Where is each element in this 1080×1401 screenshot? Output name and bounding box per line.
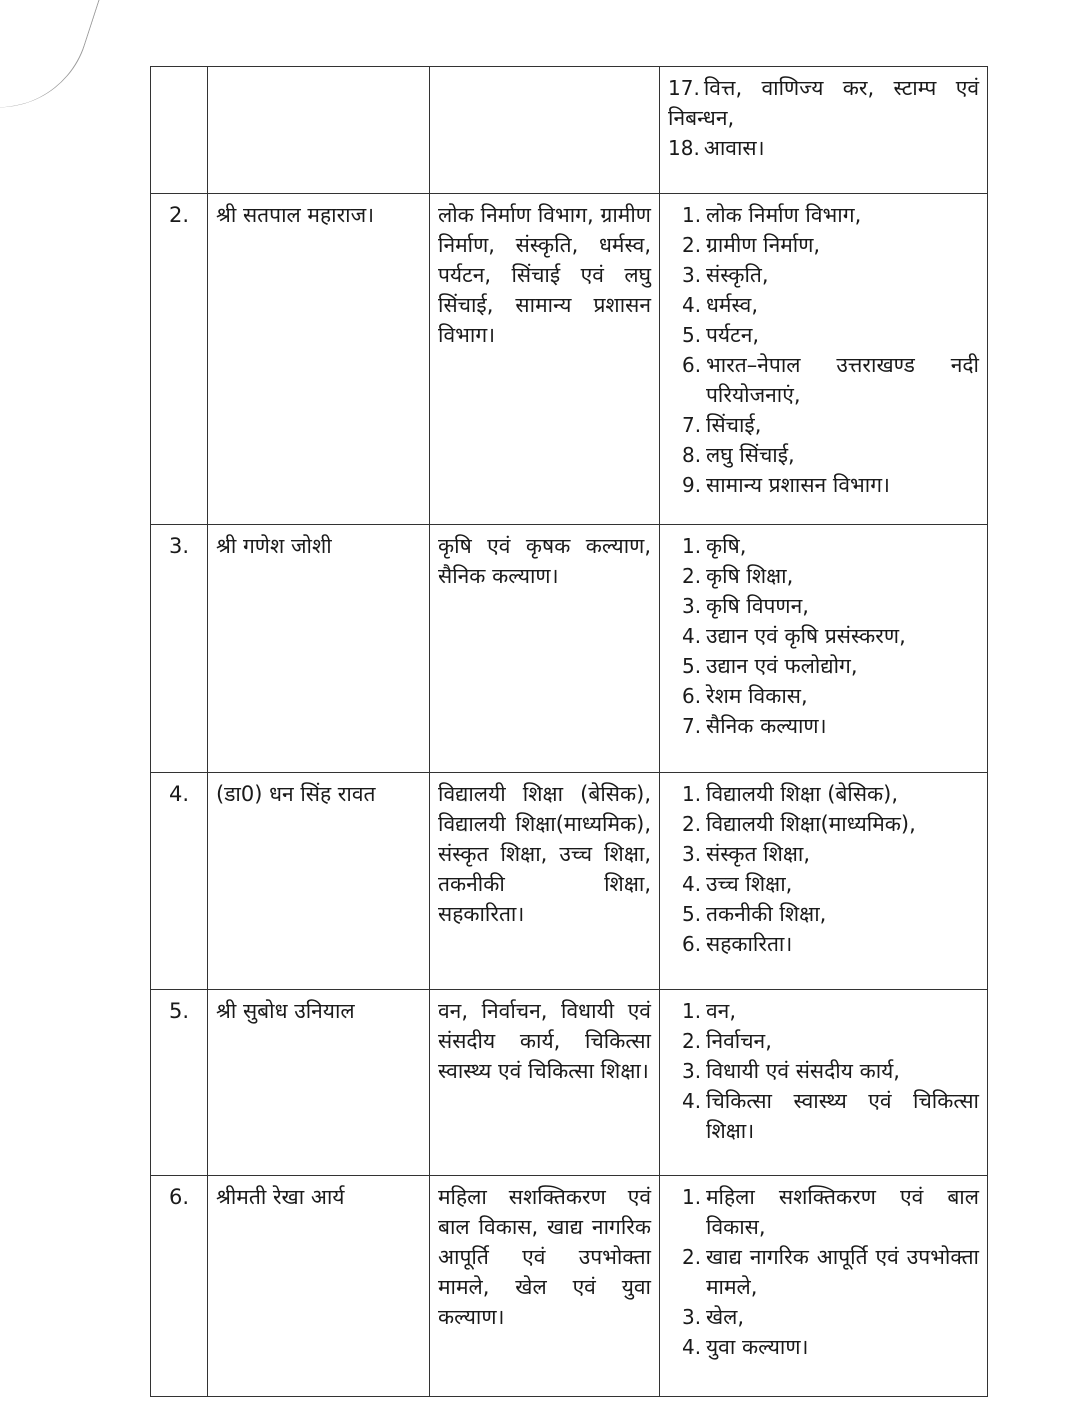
minister-name-cell <box>208 67 430 194</box>
item-number: 5. <box>682 902 702 926</box>
list-item <box>668 73 979 133</box>
item-number: 7. <box>682 714 702 738</box>
list-item <box>668 1182 979 1242</box>
item-text: धर्मस्व, <box>706 293 758 317</box>
item-text: वित्त, वाणिज्य कर, स्टाम्प एवं निबन्धन, <box>668 76 979 130</box>
item-text: कृषि विपणन, <box>706 594 809 618</box>
item-number: 3. <box>682 1305 702 1329</box>
serial-number-cell: 6. <box>151 1176 208 1397</box>
allocated-items-cell <box>660 773 988 990</box>
table-row <box>151 773 988 990</box>
item-text: निर्वाचन, <box>706 1029 772 1053</box>
item-number: 4. <box>682 872 702 896</box>
item-number: 3. <box>682 1059 702 1083</box>
item-number: 6. <box>682 353 702 377</box>
serial-number-cell: 5. <box>151 990 208 1176</box>
departments-cell: महिला सशक्तिकरण एवं बाल विकास, खाद्य नागरिक आपूर्ति एवं उपभोक्ता मामले, खेल एवं युवा कल्याण। <box>430 1176 660 1397</box>
item-number: 2. <box>682 233 702 257</box>
item-number: 18. <box>668 136 700 160</box>
item-text: रेशम विकास, <box>706 684 808 708</box>
item-number: 3. <box>682 263 702 287</box>
table-row <box>151 1176 988 1397</box>
item-list <box>668 531 979 741</box>
list-item <box>668 133 979 163</box>
list-item <box>668 410 979 440</box>
list-item <box>668 1026 979 1056</box>
item-text: संस्कृत शिक्षा, <box>706 842 811 866</box>
item-text: सिंचाई, <box>706 413 762 437</box>
item-text: विद्यालयी शिक्षा(माध्यमिक), <box>706 812 916 836</box>
list-item <box>668 929 979 959</box>
item-list <box>668 73 979 163</box>
list-item <box>668 779 979 809</box>
item-text: उद्यान एवं फलोद्योग, <box>706 654 858 678</box>
item-list <box>668 200 979 500</box>
item-number: 6. <box>682 932 702 956</box>
list-item <box>668 809 979 839</box>
item-number: 3. <box>682 842 702 866</box>
item-text: संस्कृति, <box>706 263 769 287</box>
serial-number-cell: 4. <box>151 773 208 990</box>
table-row <box>151 67 988 194</box>
departments-cell <box>430 67 660 194</box>
item-number: 1. <box>682 1185 702 1209</box>
minister-name-cell: श्री गणेश जोशी <box>208 525 430 773</box>
list-item <box>668 839 979 869</box>
list-item <box>668 350 979 410</box>
serial-number-cell <box>151 67 208 194</box>
minister-name-cell: श्री सुबोध उनियाल <box>208 990 430 1176</box>
list-item <box>668 1242 979 1302</box>
item-text: उच्च शिक्षा, <box>706 872 793 896</box>
list-item <box>668 531 979 561</box>
item-number: 5. <box>682 654 702 678</box>
item-number: 5. <box>682 323 702 347</box>
departments-cell: विद्यालयी शिक्षा (बेसिक), विद्यालयी शिक्षा(माध्यमिक), संस्कृत शिक्षा, उच्च शिक्षा, तकनीकी शिक्षा, सहकारिता। <box>430 773 660 990</box>
item-number: 17. <box>668 76 700 100</box>
list-item <box>668 1086 979 1146</box>
item-text: सामान्य प्रशासन विभाग। <box>706 473 890 497</box>
list-item <box>668 230 979 260</box>
allocated-items-cell <box>660 990 988 1176</box>
list-item <box>668 200 979 230</box>
item-number: 2. <box>682 1245 702 1269</box>
item-number: 2. <box>682 564 702 588</box>
item-text: ग्रामीण निर्माण, <box>706 233 821 257</box>
item-text: पर्यटन, <box>706 323 760 347</box>
serial-number-cell: 3. <box>151 525 208 773</box>
table-row <box>151 990 988 1176</box>
item-text: महिला सशक्तिकरण एवं बाल विकास, <box>706 1185 979 1239</box>
list-item <box>668 470 979 500</box>
item-number: 4. <box>682 624 702 648</box>
item-text: सैनिक कल्याण। <box>706 714 827 738</box>
item-number: 1. <box>682 203 702 227</box>
minister-name-cell: श्रीमती रेखा आर्य <box>208 1176 430 1397</box>
item-text: भारत–नेपाल उत्तराखण्ड नदी परियोजनाएं, <box>706 353 979 407</box>
list-item <box>668 899 979 929</box>
item-text: खाद्य नागरिक आपूर्ति एवं उपभोक्ता मामले, <box>706 1245 979 1299</box>
item-number: 2. <box>682 1029 702 1053</box>
list-item <box>668 260 979 290</box>
departments-cell: लोक निर्माण विभाग, ग्रामीण निर्माण, संस्कृति, धर्मस्व, पर्यटन, सिंचाई एवं लघु सिंचाई, सामान्य प्रशासन विभाग। <box>430 194 660 525</box>
item-text: विधायी एवं संसदीय कार्य, <box>706 1059 900 1083</box>
item-text: आवास। <box>703 136 765 160</box>
departments-cell: वन, निर्वाचन, विधायी एवं संसदीय कार्य, चिकित्सा स्वास्थ्य एवं चिकित्सा शिक्षा। <box>430 990 660 1176</box>
serial-number-cell: 2. <box>151 194 208 525</box>
item-text: लघु सिंचाई, <box>706 443 795 467</box>
list-item <box>668 290 979 320</box>
departments-cell: कृषि एवं कृषक कल्याण, सैनिक कल्याण। <box>430 525 660 773</box>
list-item <box>668 1056 979 1086</box>
list-item <box>668 591 979 621</box>
item-number: 4. <box>682 1089 702 1113</box>
item-text: युवा कल्याण। <box>706 1335 809 1359</box>
item-number: 6. <box>682 684 702 708</box>
item-number: 3. <box>682 594 702 618</box>
item-list <box>668 779 979 959</box>
item-number: 7. <box>682 413 702 437</box>
list-item <box>668 621 979 651</box>
allocated-items-cell <box>660 194 988 525</box>
allocated-items-cell <box>660 525 988 773</box>
page-curl-edge <box>0 0 100 131</box>
item-text: तकनीकी शिक्षा, <box>706 902 827 926</box>
item-list <box>668 996 979 1146</box>
item-number: 8. <box>682 443 702 467</box>
list-item <box>668 711 979 741</box>
list-item <box>668 651 979 681</box>
item-text: खेल, <box>706 1305 745 1329</box>
portfolio-allocation-table <box>150 66 988 1397</box>
item-text: लोक निर्माण विभाग, <box>706 203 862 227</box>
item-number: 1. <box>682 534 702 558</box>
item-text: उद्यान एवं कृषि प्रसंस्करण, <box>706 624 906 648</box>
minister-name-cell: (डा0) धन सिंह रावत <box>208 773 430 990</box>
item-text: विद्यालयी शिक्षा (बेसिक), <box>706 782 899 806</box>
list-item <box>668 681 979 711</box>
item-text: कृषि शिक्षा, <box>706 564 794 588</box>
allocated-items-cell <box>660 67 988 194</box>
list-item <box>668 869 979 899</box>
item-text: चिकित्सा स्वास्थ्य एवं चिकित्सा शिक्षा। <box>706 1089 979 1143</box>
item-number: 1. <box>682 782 702 806</box>
item-number: 4. <box>682 293 702 317</box>
allocated-items-cell <box>660 1176 988 1397</box>
list-item <box>668 1332 979 1362</box>
item-text: सहकारिता। <box>706 932 793 956</box>
item-text: कृषि, <box>706 534 747 558</box>
item-number: 4. <box>682 1335 702 1359</box>
list-item <box>668 320 979 350</box>
list-item <box>668 1302 979 1332</box>
list-item <box>668 561 979 591</box>
list-item <box>668 440 979 470</box>
item-list <box>668 1182 979 1362</box>
item-number: 2. <box>682 812 702 836</box>
minister-name-cell: श्री सतपाल महाराज। <box>208 194 430 525</box>
item-number: 9. <box>682 473 702 497</box>
list-item <box>668 996 979 1026</box>
item-text: वन, <box>706 999 737 1023</box>
table-row <box>151 194 988 525</box>
table-row <box>151 525 988 773</box>
item-number: 1. <box>682 999 702 1023</box>
